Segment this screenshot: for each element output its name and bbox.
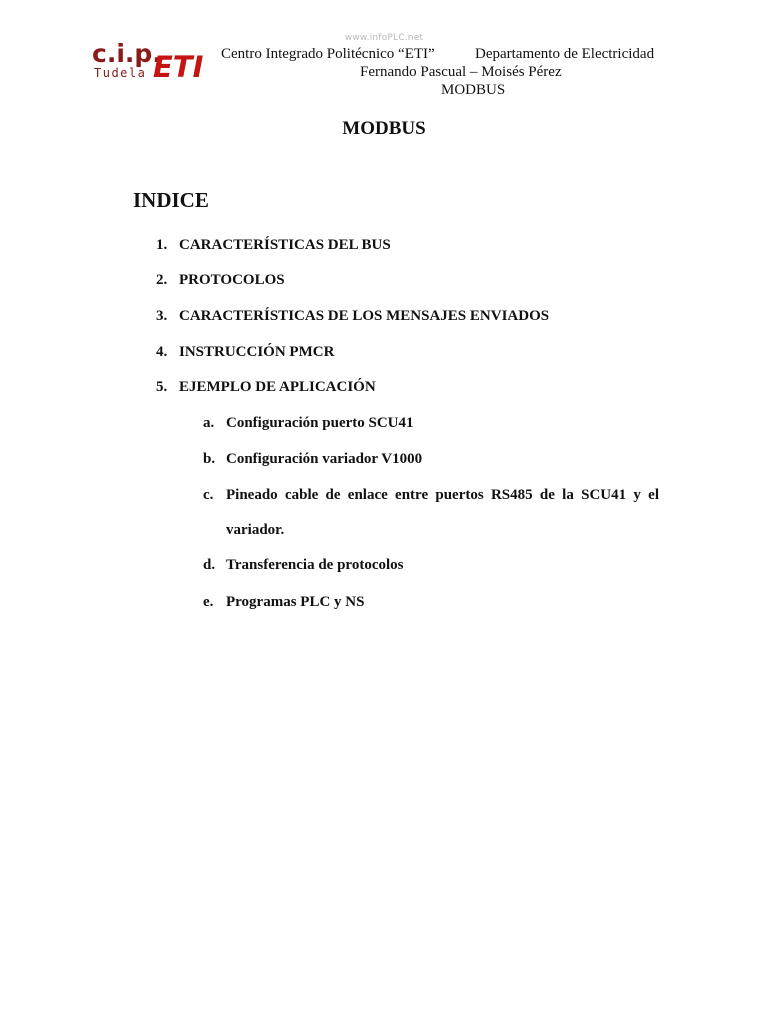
- index-subitem-text: Pineado cable de enlace entre puertos RS485 de la SCU41 y el: [226, 487, 659, 503]
- index-subitem: [203, 593, 673, 611]
- logo-mark: ETI: [153, 50, 204, 84]
- logo-city: Tudela: [94, 66, 147, 80]
- index-item-text: CARACTERÍSTICAS DEL BUS: [179, 237, 391, 253]
- header-department: Departamento de Electricidad: [475, 46, 655, 62]
- header-school: Centro Integrado Politécnico “ETI”: [221, 46, 435, 62]
- index-item: [156, 307, 656, 325]
- index-item-text: INSTRUCCIÓN PMCR: [179, 344, 335, 360]
- index-item-text: CARACTERÍSTICAS DE LOS MENSAJES ENVIADOS: [179, 308, 550, 324]
- index-item-number: 5.: [156, 379, 168, 395]
- index-item-number: 2.: [156, 272, 168, 288]
- watermark-text: www.infoPLC.net: [344, 33, 424, 43]
- index-item-number: 3.: [156, 308, 168, 324]
- index-item: [156, 343, 656, 361]
- index-subitem-text: Configuración puerto SCU41: [226, 415, 414, 431]
- index-subitem: [203, 414, 673, 432]
- index-subitem-text: Programas PLC y NS: [226, 594, 365, 610]
- school-logo: [90, 40, 205, 84]
- index-item: [156, 271, 656, 289]
- index-item: [156, 236, 656, 254]
- index-heading: INDICE: [133, 188, 209, 212]
- logo-letters: c.i.p.: [92, 40, 162, 68]
- index-item: [156, 378, 656, 396]
- index-subitem-text: Transferencia de protocolos: [226, 557, 404, 573]
- header-subject: MODBUS: [441, 82, 506, 98]
- index-subitem-continuation: variador.: [226, 522, 285, 538]
- index-subitem-letter: e.: [203, 594, 214, 610]
- index-item-number: 1.: [156, 237, 168, 253]
- document-title: MODBUS: [342, 118, 426, 139]
- index-subitem-letter: d.: [203, 557, 216, 573]
- index-subitem-letter: c.: [203, 487, 214, 503]
- index-subitem-letter: b.: [203, 451, 216, 467]
- index-subitem-text: Configuración variador V1000: [226, 451, 423, 467]
- header-authors: Fernando Pascual – Moisés Pérez: [360, 64, 562, 80]
- index-subitem: [203, 556, 673, 574]
- index-item-number: 4.: [156, 344, 168, 360]
- index-item-text: EJEMPLO DE APLICACIÓN: [179, 379, 376, 395]
- index-item-text: PROTOCOLOS: [179, 272, 285, 288]
- index-subitem: [203, 450, 673, 468]
- index-subitem-letter: a.: [203, 415, 215, 431]
